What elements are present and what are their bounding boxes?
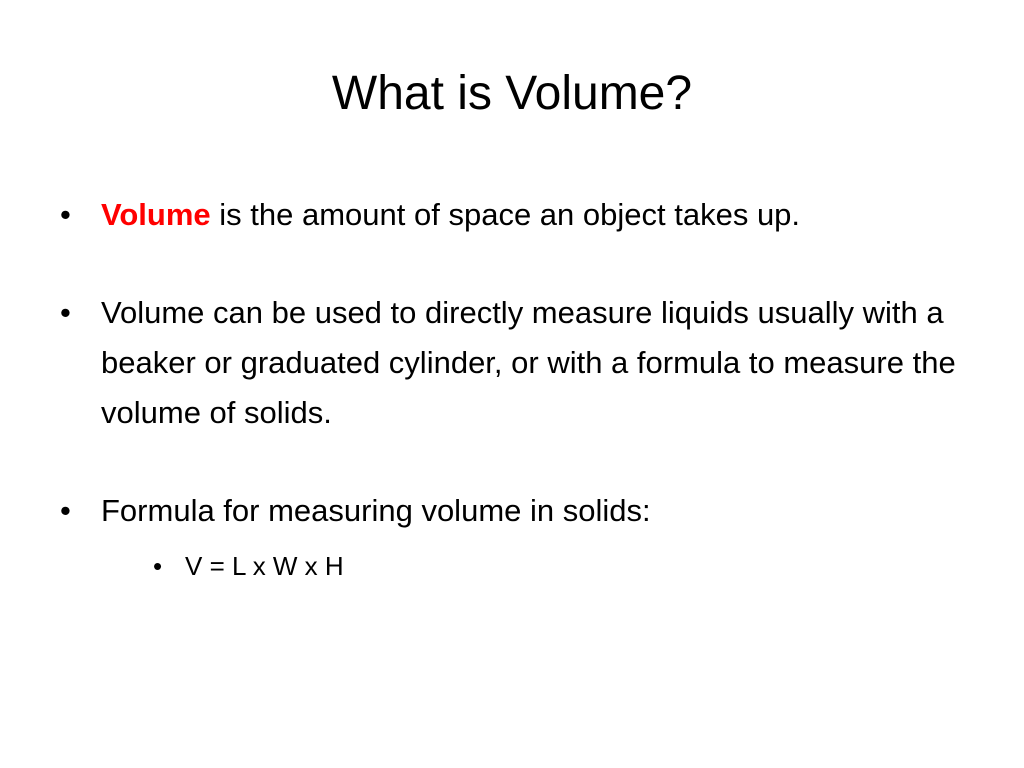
- sub-bullet-item-formula: [153, 542, 960, 590]
- formula-text: V = L x W x H: [185, 551, 344, 581]
- bullet-dot-icon: •: [60, 295, 71, 330]
- bullet-item-formula: [60, 486, 960, 590]
- bullet-text: Formula for measuring volume in solids:: [101, 493, 651, 528]
- bullet-dot-icon: •: [60, 493, 71, 528]
- bullet-text: is the amount of space an object takes up.: [210, 197, 801, 232]
- bullet-list: [60, 190, 960, 590]
- slide-title: What is Volume?: [331, 67, 693, 120]
- bullet-dot-icon: •: [60, 197, 71, 232]
- sub-bullet-dot-icon: •: [153, 551, 163, 581]
- bullet-item-definition: [60, 190, 960, 240]
- bullet-emphasis: Volume: [101, 197, 211, 232]
- bullet-text: Volume can be used to directly measure liquids usually with a beaker or graduated cylinder, or with a formula to measure the volume of solids.: [101, 295, 956, 430]
- bullet-item-measurement: [60, 288, 960, 438]
